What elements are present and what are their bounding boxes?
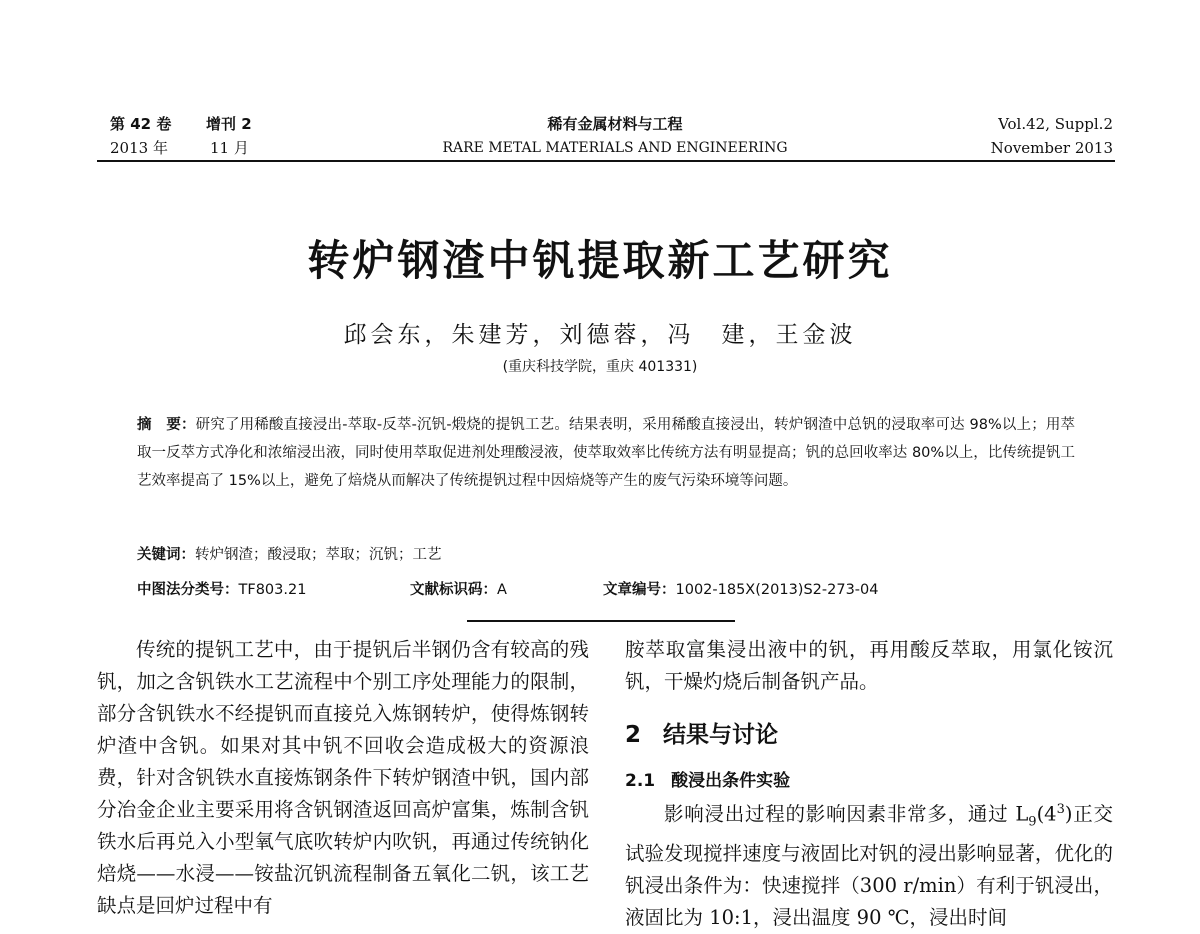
journal-title-cn: 稀有金属材料与工程 [547,115,683,133]
volume-en: Vol.42, Suppl.2 [998,115,1113,133]
para-text-b: (4 [1036,802,1057,826]
right-column-paragraph-continued: 胺萃取富集浸出液中的钒，再用酸反萃取，用氯化铵沉钒，干燥灼烧后制备钒产品。 [625,638,1113,693]
section-2-title: 结果与讨论 [663,722,779,748]
subsection-2-1-title: 酸浸出条件实验 [671,771,791,791]
document-code [410,578,507,599]
month-cn: 11 月 [210,139,249,157]
para-text-c: )正交试验发现搅拌速度与液固比对钒的浸出影响显著，优化的钒浸出条件为：快速搅拌（300 r/min）有利于钒浸出，液固比为 10:1，浸出温度 90 ℃，浸出时间 [625,802,1113,930]
clc-number [137,578,306,599]
supplement-cn: 增刊 2 [206,115,252,133]
journal-title-en: RARE METAL MATERIALS AND ENGINEERING [442,140,788,156]
year-cn: 2013 年 [110,139,168,157]
section-2-number: 2 [625,722,642,748]
date-en: November 2013 [990,139,1113,157]
clc-value: TF803.21 [238,582,307,598]
keywords [137,543,442,564]
article-number-value: 1002-185X(2013)S2-273-04 [675,582,879,598]
subsection-2-1-number: 2.1 [625,771,656,791]
keywords-text: 转炉钢渣；酸浸取；萃取；沉钒；工艺 [195,547,442,563]
left-column-paragraph: 传统的提钒工艺中，由于提钒后半钢仍含有较高的残钒，加之含钒铁水工艺流程中个别工序处理能力的限制，部分含钒铁水不经提钒而直接兑入炼钢转炉，使得炼钢转炉渣中含钒。如果对其中钒不回收会造成极大的资源浪费，针对含钒铁水直接炼钢条件下转炉钢渣中钒，国内部分冶金企业主要采用将含钒钢渣返回高炉富集，炼制含钒铁水后再兑入小型氧气底吹转炉内吹钒，再通过传统钠化焙烧——水浸——铵盐沉钒流程制备五氧化二钒，该工艺缺点是回炉过程中有 [97,638,589,917]
right-column-paragraph-2-1 [625,794,1113,934]
article-number-label: 文章编号： [603,582,676,598]
keywords-label: 关键词： [137,547,195,563]
header-rule [97,160,1115,162]
affiliation: (重庆科技学院，重庆 401331) [502,359,698,375]
abstract-divider [467,620,735,622]
design-superscript: 3 [1056,802,1065,817]
abstract-label: 摘 要： [137,417,196,433]
abstract [137,411,1075,495]
author-list: 邱会东，朱建芳，刘德蓉，冯 建，王金波 [343,322,857,348]
para-text-a: 影响浸出过程的影响因素非常多，通过 L [664,802,1029,826]
subsection-2-1-heading [625,766,790,791]
article-number [603,578,878,599]
clc-label: 中图法分类号： [137,582,239,598]
doc-code-value: A [497,582,507,598]
doc-code-label: 文献标识码： [410,582,497,598]
abstract-text: 研究了用稀酸直接浸出-萃取-反萃-沉钒-煅烧的提钒工艺。结果表明，采用稀酸直接浸出，转炉钢渣中总钒的浸取率可达 98%以上；用萃取一反萃方式净化和浓缩浸出液，同时使用萃取促进剂处理酸浸液，使萃取效率比传统方法有明显提高；钒的总回收率达 80%以上，比传统提钒工艺效率提高了 15%以上，避免了焙烧从而解决了传统提钒过程中因焙烧等产生的废气污染环境等问题。 [137,417,1076,489]
paper-title: 转炉钢渣中钒提取新工艺研究 [307,236,893,285]
design-subscript: 9 [1028,814,1037,830]
volume-cn: 第 42 卷 [110,115,172,133]
section-2-heading [625,716,778,749]
